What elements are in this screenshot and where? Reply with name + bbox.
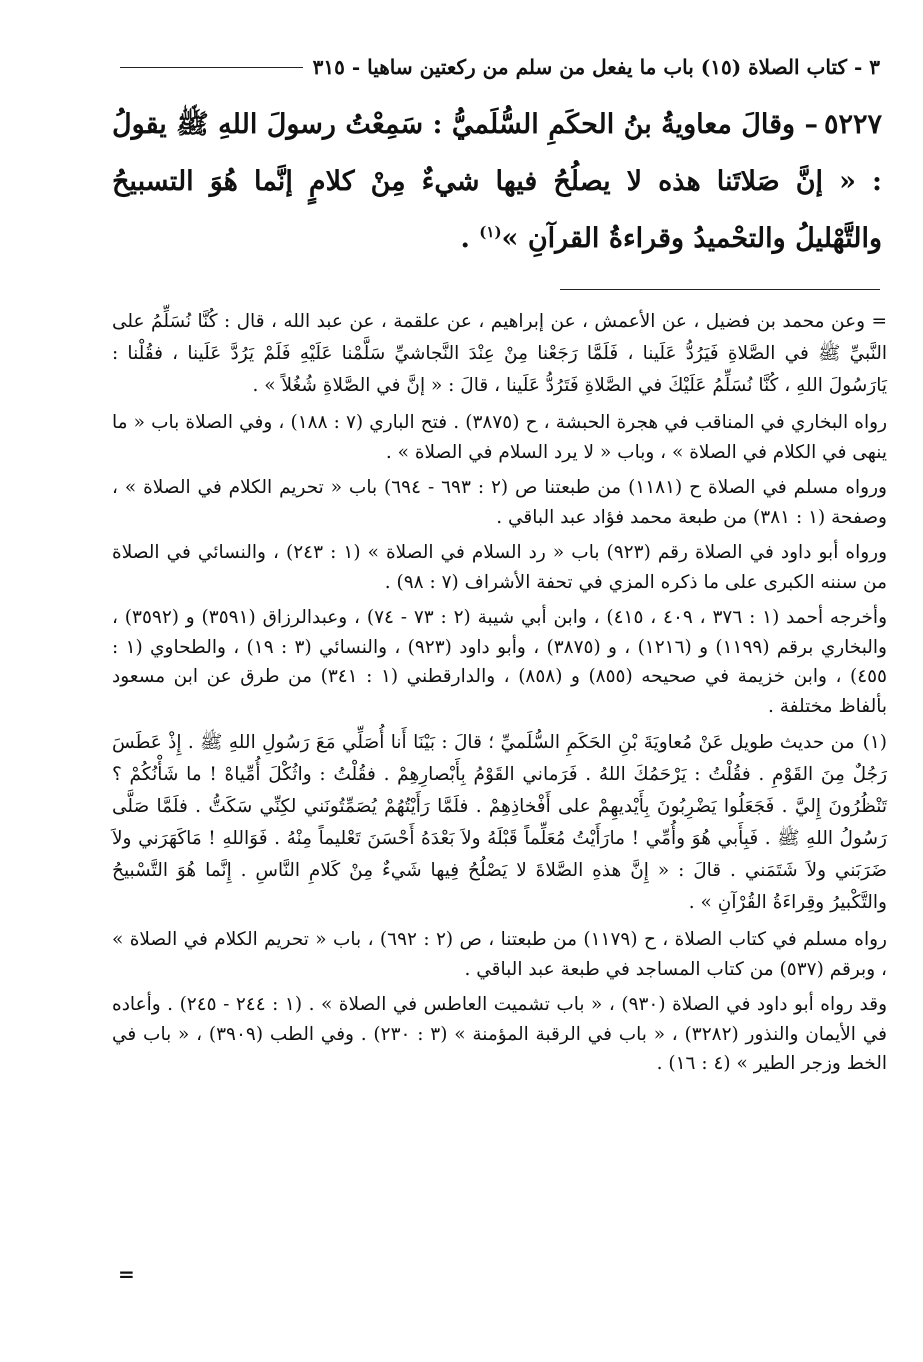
source-paragraph: ورواه أبو داود في الصلاة رقم (٩٢٣) باب « رد السلام في الصلاة » (١ : ٢٤٣) ، والنسائي في الصلاة من سننه الكبرى على ما ذكره المزي في تحفة الأشراف (٧ : ٩٨) .: [112, 542, 888, 593]
running-head: [120, 50, 880, 84]
footnote-source-paragraph: وقد رواه أبو داود في الصلاة (٩٣٠) ، « باب تشميت العاطس في الصلاة » . (١ : ٢٤٤ - ٢٤٥) . وأعاده في الأيمان والنذور (٣٢٨٢) ، « باب في الرقبة المؤمنة » (٣ : ٢٣٠) . وفي الطب (٣٩٠٩) ، « باب في الخط وزجر الطير » (٤ : ١٦) .: [112, 994, 887, 1074]
footnote-ref: (١): [479, 223, 502, 241]
source-paragraph: رواه البخاري في المناقب في هجرة الحبشة ، ح (٣٨٧٥) . فتح الباري (٧ : ١٨٨) ، وفي الصلاة باب « ما ينهى في الكلام في الصلاة » ، وباب « لا يرد السلام في الصلاة » .: [112, 412, 887, 463]
hadith-end: .: [460, 223, 480, 254]
source-paragraph: ورواه مسلم في الصلاة ح (١١٨١) من طبعتنا ص (٢ : ٦٩٣ - ٦٩٤) باب « تحريم الكلام في الصلاة » ، وصفحة (١ : ٣٨١) من طبعة محمد فؤاد عبد الباقي .: [112, 477, 887, 528]
running-head-text: ٣ - كتاب الصلاة (١٥) باب ما يفعل من سلم من ركعتين ساهيا - ٣١٥: [312, 55, 880, 79]
footnote-text: من حديث طويل عَنْ مُعاويَةَ بْنِ الحَكَمِ السُّلَميِّ ؛ قالَ : بَيْنَا أَنا أُصَلِّي مَعَ رَسُولِ اللهِ ﷺ . إِذْ عَطَسَ رَجُلٌ مِنَ القَوْمِ . فقُلْتُ : يَرْحَمُكَ اللهُ . فَرَماني القَوْمُ بِأَبْصارِهِمْ . فقُلْتُ : واثُكْلَ أُمِّياهْ ! ما شَأْنُكُمْ ؟ تَنْظُرُونَ إِليَّ . فَجَعَلُوا يَضْرِبُونَ بِأَيْديهِمْ على أَفْخاذِهِمْ . فلَمَّا رَأَيْتُهُمْ يُصَمِّتُونَني لكِنِّي سَكَتُّ . فلَمَّا صَلَّى رَسُولُ اللهِ ﷺ . فَبِأَبي هُوَ وأُمِّي ! مارَأَيْتُ مُعَلِّماً قَبْلَهُ ولاَ بَعْدَهُ أَحْسَنَ تَعْليماً مِنْهُ . فَوَاللهِ ! مَاكَهَرَني ولاَ ضَرَبَني ولاَ شَتَمَني . قالَ : « إِنَّ هذهِ الصَّلاةَ لا يَصْلُحُ فِيها شَيءٌ مِنْ كَلامِ النَّاسِ . إِنَّما هُوَ التَّسْبيحُ والتَّكْبيرُ وقِراءَةُ القُرْآنِ » .: [112, 732, 887, 913]
footnote-source-paragraph: رواه مسلم في كتاب الصلاة ، ح (١١٧٩) من طبعتنا ، ص (٢ : ٦٩٢) ، باب « تحريم الكلام في الصلاة » ، وبرقم (٥٣٧) من كتاب المساجد في طبعة عبد الباقي .: [112, 929, 887, 980]
previous-note-continuation: = وعن محمد بن فضيل ، عن الأعمش ، عن إبراهيم ، عن علقمة ، عن عبد الله ، قال : كُنَّا نُسَلِّمُ على النَّبيِّ ﷺ في الصَّلاةِ فَيَرُدُّ عَلَينا ، فَلَمَّا رَجَعْنا مِنْ عِنْدَ النَّجاشيِّ سَلَّمْنا عَلَيْهِ فَلَمْ يَرُدَّ عَلَينا ، فقُلْنا : يَارَسُولَ اللهِ ، كُنَّا نُسَلِّمُ عَلَيْكَ في الصَّلاةِ فَتَرُدُّ عَلَينا ، قالَ : « إنَّ في الصَّلاةِ شُغُلاً » .: [112, 311, 887, 396]
hadith-number: ٥٢٢٧: [823, 109, 882, 140]
main-hadith: [112, 96, 882, 267]
source-paragraph: وأخرجه أحمد (١ : ٣٧٦ ، ٤٠٩ ، ٤١٥) ، وابن أبي شيبة (٢ : ٧٣ - ٧٤) ، وعبدالرزاق (٣٥٩١) و (٣٥٩٢) ، والبخاري برقم (١١٩٩) و (١٢١٦) ، و (٣٨٧٥) ، وأبو داود (٩٢٣) ، والنسائي (٣ : ١٩) ، والطحاوي (١ : ٤٥٥) ، وابن خزيمة في صحيحه (٨٥٥) و (٨٥٨) ، والدارقطني (١ : ٣٤١) من طرق عن ابن مسعود بألفاظ مختلفة .: [112, 607, 887, 717]
footnote-separator: [560, 289, 880, 290]
hadith-text: – وقالَ معاويةُ بنُ الحكَمِ السُّلَميُّ : سَمِعْتُ رسولَ اللهِ ﷺ يقولُ : « إنَّ صَلاتَنا هذه لا يصلُحُ فيها شيءٌ مِنْ كلامٍ إنَّما هُوَ التسبيحُ والتَّهْليلُ والتحْميدُ وقراءةُ القرآنِ »: [112, 109, 882, 254]
footnote-marker: (١): [862, 732, 887, 753]
footnote-1: [112, 727, 887, 919]
notes-section: [112, 306, 887, 1085]
running-head-rule: [120, 67, 303, 68]
continuation-marker: =: [118, 1262, 135, 1286]
